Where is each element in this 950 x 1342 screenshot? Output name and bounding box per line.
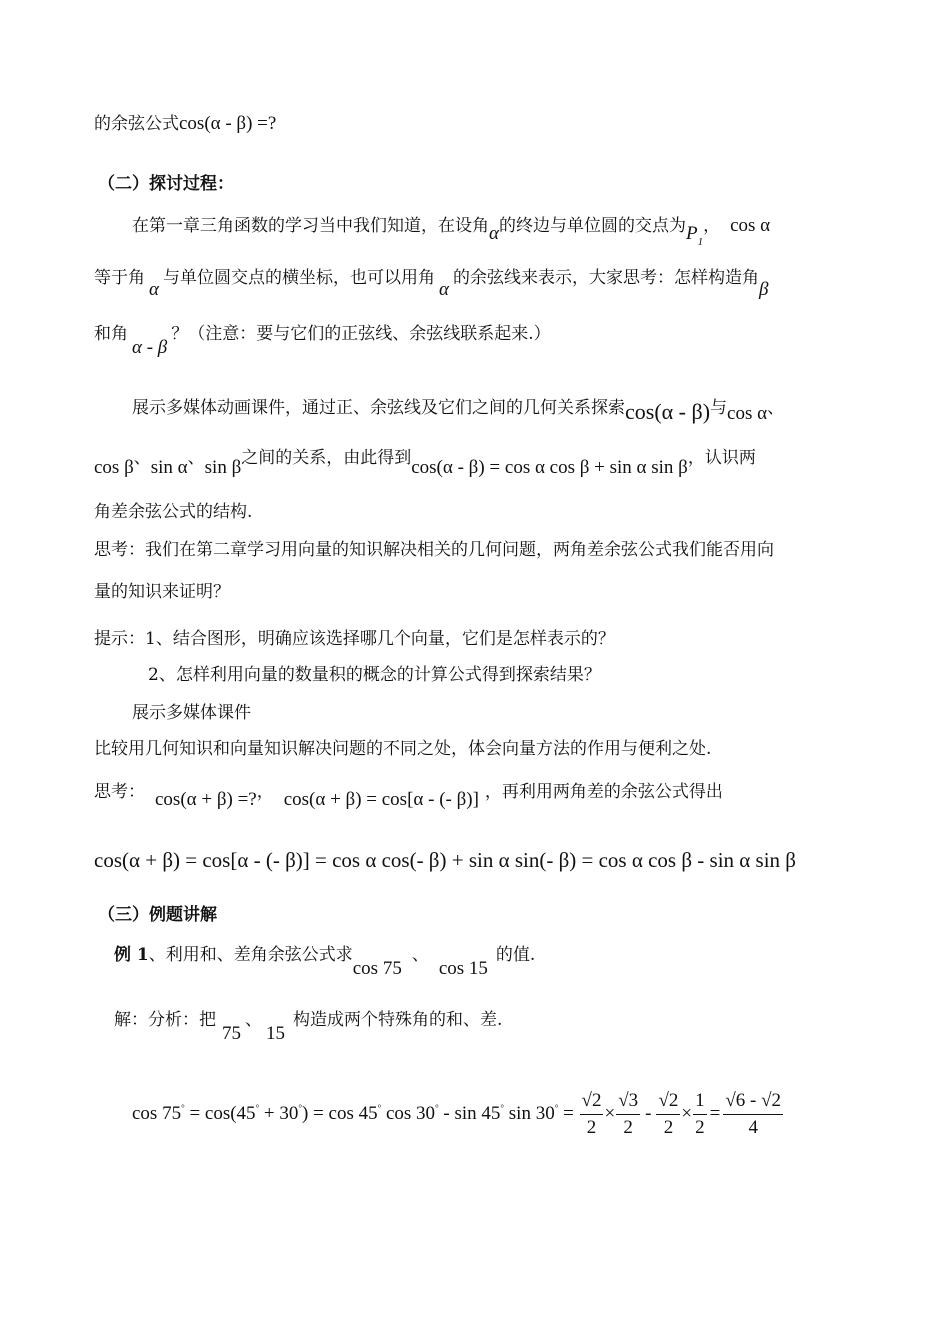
para1-text-b: 的终边与单位圆的交点为 bbox=[498, 216, 686, 236]
eq-cos-45: = cos(45 bbox=[189, 1103, 256, 1124]
alpha-symbol: α bbox=[489, 223, 499, 244]
para1-text-a: 在第一章三角函数的学习当中我们知道，在设角 bbox=[132, 216, 489, 236]
para4-text-b: 与 bbox=[710, 398, 728, 418]
think2-label: 思考： bbox=[94, 782, 145, 802]
example-1-label: 例 1 bbox=[114, 945, 149, 965]
paragraph-2 bbox=[94, 266, 769, 300]
para5-sep1: 、 bbox=[133, 448, 151, 468]
para3-text-a: 和角 bbox=[94, 324, 128, 344]
think2-tail: ，再利用两角差的余弦公式得出 bbox=[484, 782, 723, 802]
think-2 bbox=[94, 780, 723, 810]
show-courseware: 展示多媒体课件 bbox=[132, 703, 251, 723]
para2-text-b: 与单位圆交点的横坐标，也可以用角 bbox=[162, 268, 435, 288]
beta-symbol: β bbox=[758, 279, 769, 300]
plus-30: + 30 bbox=[263, 1103, 299, 1124]
para5-sep2: 、 bbox=[187, 448, 205, 468]
cos-30: cos 30 bbox=[385, 1103, 436, 1124]
fraction-sqrt2-over-2-a: $\frac{√2}{2}$ bbox=[581, 1090, 602, 1139]
section-heading-3: （三）例题讲解 bbox=[98, 905, 217, 925]
sin-alpha: sin α bbox=[150, 457, 188, 478]
cos-75: cos 75 bbox=[352, 958, 402, 979]
minus-2: - bbox=[645, 1103, 652, 1124]
example-1-tail: 的值. bbox=[495, 945, 536, 965]
times-1: × bbox=[604, 1103, 616, 1124]
sin-beta: sin β bbox=[204, 457, 242, 478]
times-2: × bbox=[681, 1103, 693, 1124]
paragraph-1 bbox=[132, 214, 771, 248]
paragraph-5 bbox=[94, 446, 756, 478]
example-1-sep: 、 bbox=[411, 945, 429, 965]
degree-mark-5: ° bbox=[435, 1103, 439, 1113]
para4-text-a: 展示多媒体动画课件，通过正、余弦线及它们之间的几何关系探索 bbox=[132, 398, 625, 418]
cos-alpha-minus-beta: cos(α - β) bbox=[625, 399, 711, 424]
degree-mark-2: ° bbox=[255, 1103, 260, 1113]
solution-sep: 、 bbox=[245, 1010, 262, 1030]
number-75: 75 bbox=[222, 1023, 241, 1044]
fraction-1-over-2: $\frac{1}{2}$ bbox=[695, 1090, 705, 1139]
solution-text-a: 解：分析：把 bbox=[114, 1010, 216, 1030]
number-15: 15 bbox=[266, 1023, 285, 1044]
cos75-computation bbox=[132, 1086, 784, 1144]
degree-mark-4: ° bbox=[377, 1103, 382, 1113]
fraction-sqrt2-over-2-b: $\frac{√2}{2}$ bbox=[658, 1090, 679, 1139]
sin-30: sin 30 bbox=[508, 1103, 555, 1124]
para5-text-a: 之间的关系，由此得到 bbox=[241, 448, 412, 468]
point-p1: $P_1$ bbox=[685, 223, 704, 248]
sum-formula-derivation: cos(α + β) = cos[α - (- β)] = cos α cos(- β) + sin α sin(- β) = cos α cos β - sin α sin β bbox=[94, 848, 796, 872]
para2-text-a: 等于角 bbox=[94, 268, 145, 288]
solution-analysis bbox=[114, 1008, 503, 1044]
example-1-text: 、利用和、差角余弦公式求 bbox=[148, 945, 353, 965]
think2-comma: ， bbox=[256, 782, 274, 802]
paragraph-6: 角差余弦公式的结构. bbox=[94, 502, 253, 522]
paragraph-3 bbox=[94, 322, 551, 358]
alpha-minus-beta: α - β bbox=[132, 337, 168, 358]
difference-formula: cos(α - β) = cos α cos β + sin α sin β bbox=[411, 457, 688, 478]
fraction-result: $\frac{√6 - √2}{4}$ bbox=[725, 1090, 782, 1139]
cos-alpha-2: cos α bbox=[727, 403, 768, 424]
equals-2: = bbox=[709, 1103, 721, 1124]
line1-text: 的余弦公式 bbox=[94, 114, 179, 134]
para1-comma: ， bbox=[703, 216, 721, 236]
hint-line-1: 提示：1、结合图形，明确应该选择哪几个向量，它们是怎样表示的？ bbox=[94, 629, 615, 649]
degree-mark-7: ° bbox=[554, 1103, 559, 1113]
think-1-line-2: 量的知识来证明？ bbox=[94, 582, 230, 602]
solution-text-b: 构造成两个特殊角的和、差. bbox=[293, 1010, 503, 1030]
para3-text-b: ？（注意：要与它们的正弦线、余弦线联系起来.） bbox=[171, 324, 551, 344]
cos-alpha-plus-beta-question: cos(α + β) =? bbox=[155, 789, 257, 810]
section-heading-2: （二）探讨过程： bbox=[98, 174, 234, 194]
para5-text-b: ，认识两 bbox=[687, 448, 756, 468]
eq-cos45: ) = cos 45 bbox=[302, 1103, 378, 1124]
compare-text: 比较用几何知识和向量知识解决问题的不同之处，体会向量方法的作用与便利之处. bbox=[94, 739, 712, 759]
fraction-sqrt3-over-2: $\frac{√3}{2}$ bbox=[618, 1090, 639, 1139]
lhs-cos75: cos 75 bbox=[132, 1103, 182, 1124]
line1-formula: cos(α - β) =? bbox=[179, 113, 277, 134]
cos-alpha-plus-beta-rewrite: cos(α + β) = cos[α - (- β)] bbox=[283, 789, 479, 810]
cos-alpha: cos α bbox=[730, 215, 771, 236]
paragraph-4 bbox=[132, 394, 785, 424]
equals-1: = bbox=[563, 1103, 574, 1124]
think-1-line-1: 思考：我们在第二章学习用向量的知识解决相关的几何问题，两角差余弦公式我们能否用向 bbox=[94, 540, 774, 560]
degree-mark-1: ° bbox=[181, 1103, 185, 1113]
example-1 bbox=[114, 943, 536, 979]
line-formula-question bbox=[94, 112, 276, 136]
degree-mark-6: ° bbox=[500, 1103, 505, 1113]
para4-text-c: 、 bbox=[767, 398, 785, 418]
minus-sin-45: - sin 45 bbox=[443, 1103, 501, 1124]
hint-line-2: 2、怎样利用向量的数量积的概念的计算公式得到探索结果？ bbox=[148, 665, 601, 685]
alpha-symbol-1: α bbox=[149, 279, 159, 300]
cos-beta: cos β bbox=[94, 457, 134, 478]
alpha-symbol-2: α bbox=[438, 279, 449, 300]
degree-mark-3: ° bbox=[298, 1103, 302, 1113]
para2-text-c: 的余弦线来表示，大家思考：怎样构造角 bbox=[452, 268, 759, 288]
cos-15: cos 15 bbox=[438, 958, 488, 979]
